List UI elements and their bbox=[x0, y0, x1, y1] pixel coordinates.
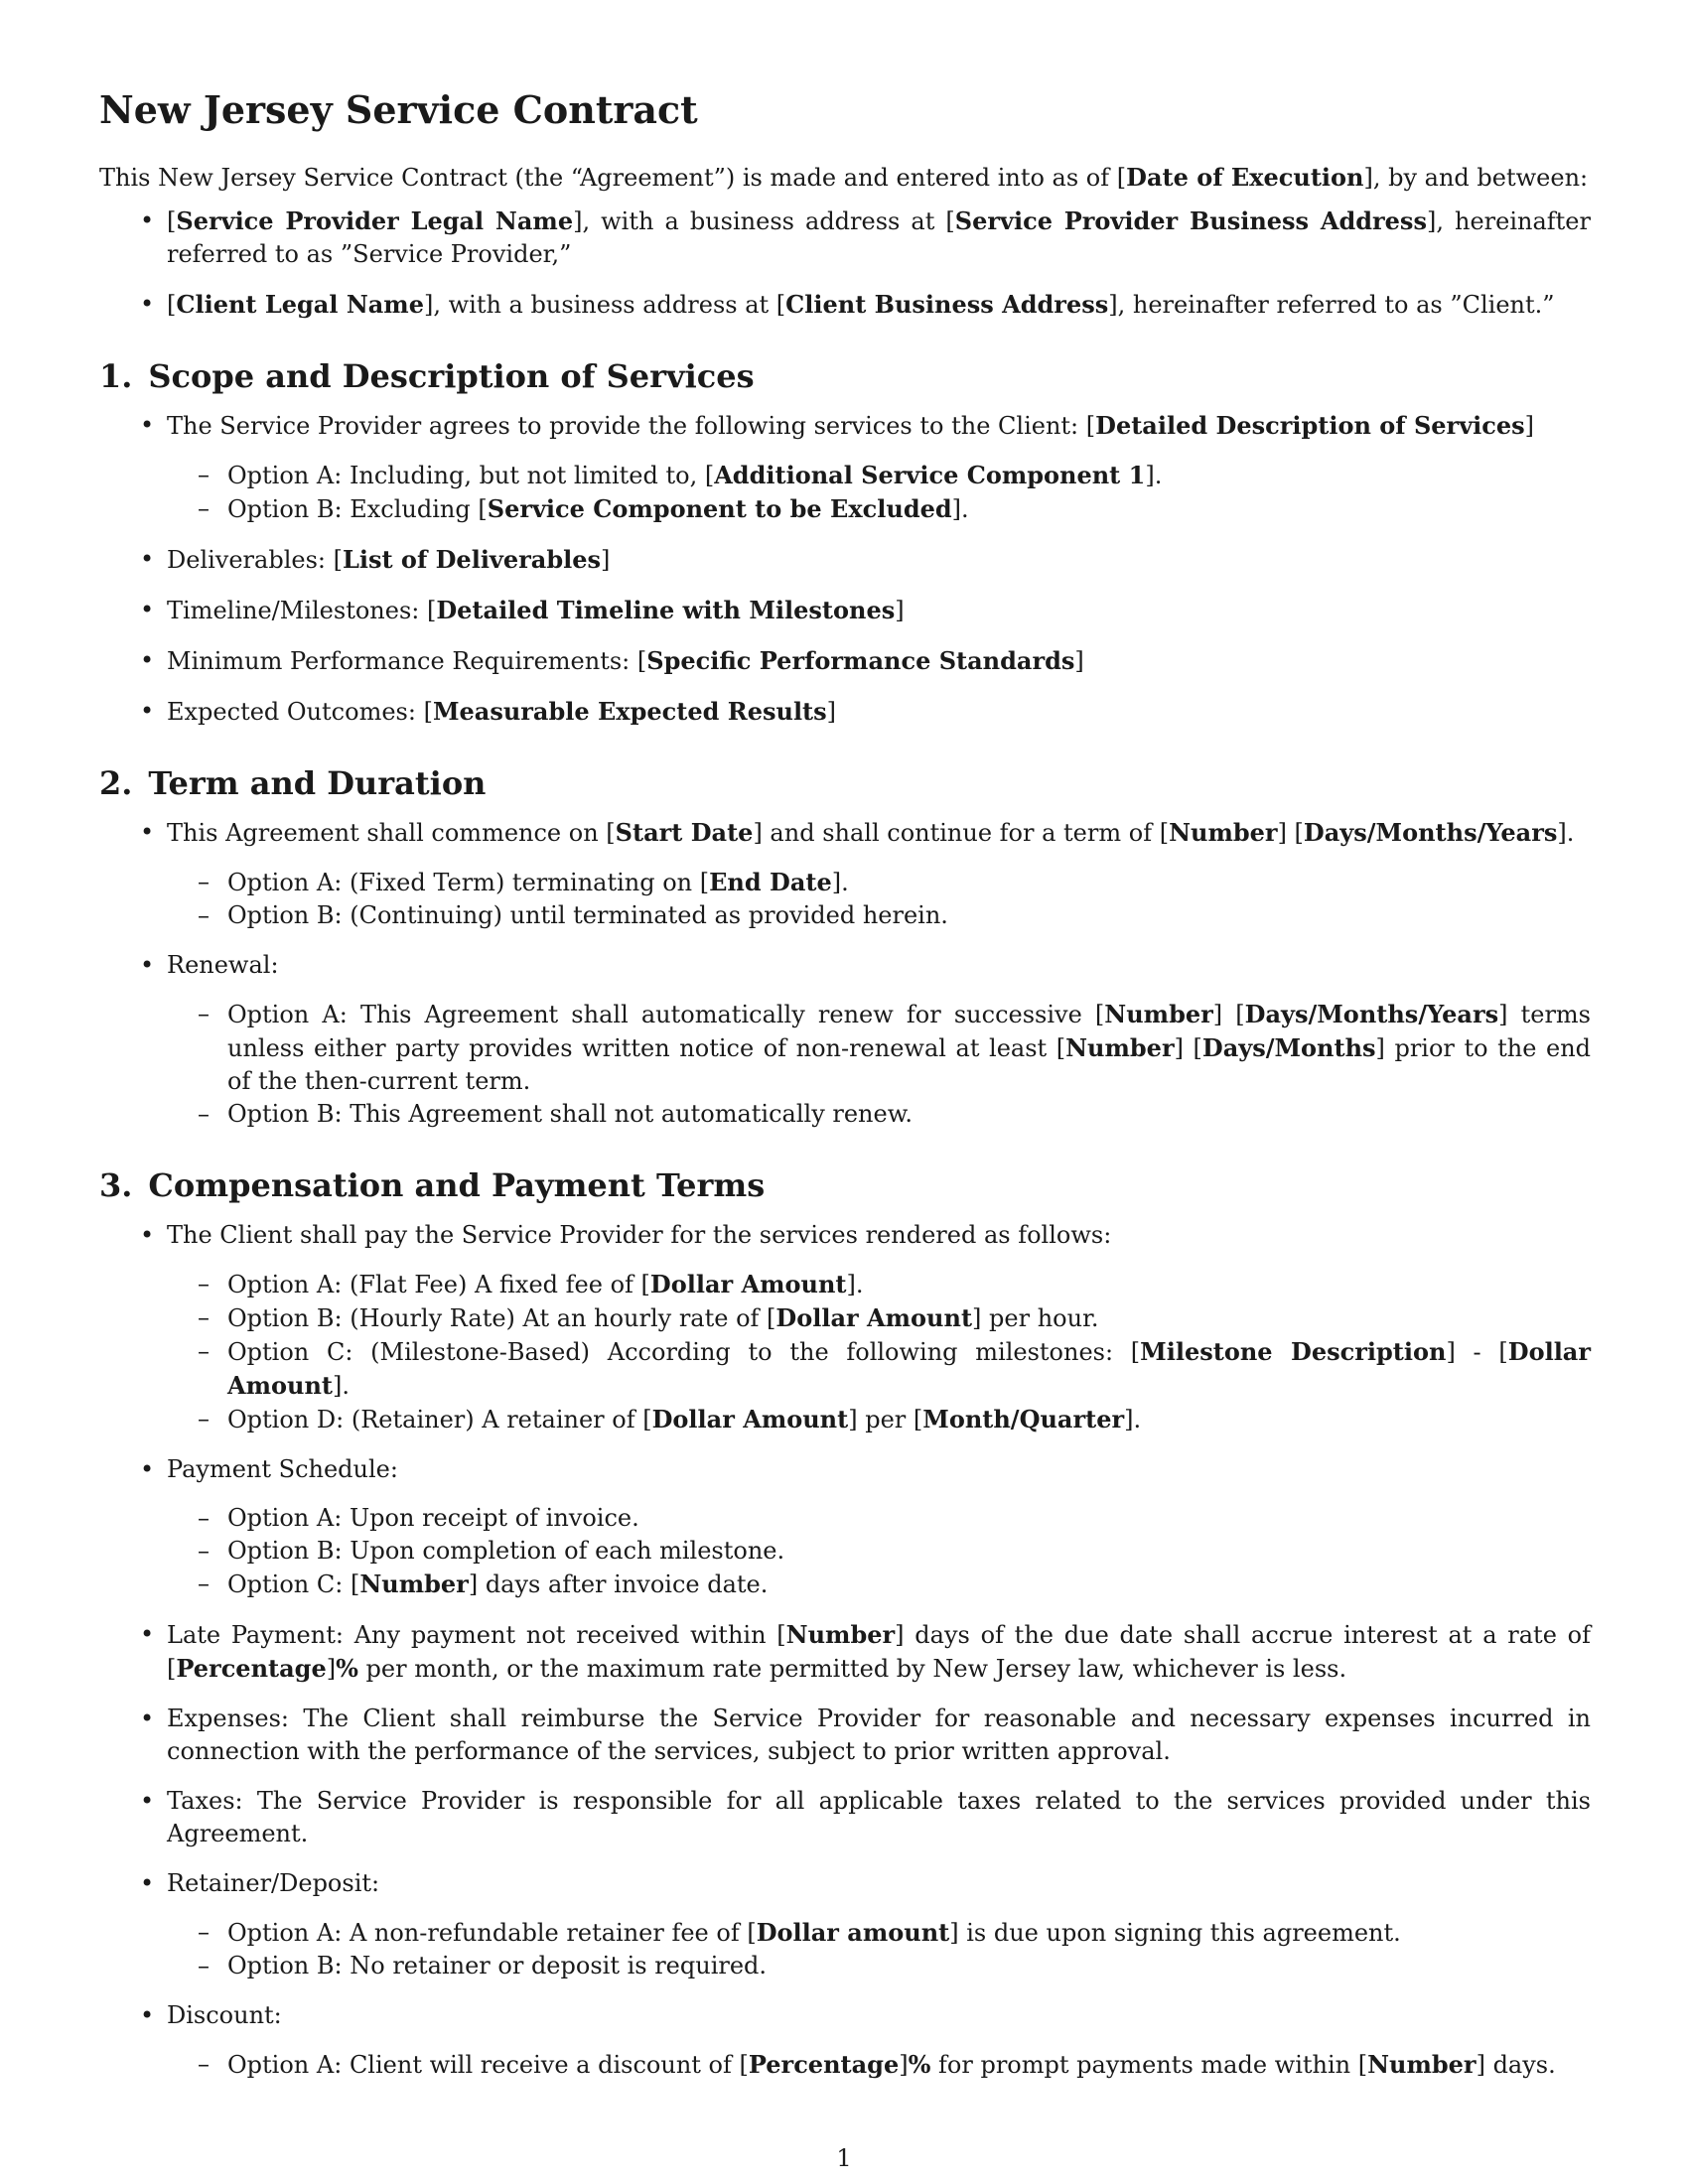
section-term-list bbox=[99, 816, 1591, 1131]
sub-item: – Option B: Excluding [Service Component to be Excluded]. bbox=[227, 492, 1591, 526]
intro-paragraph: This New Jersey Service Contract (the “Agreement”) is made and entered into as of [Date of Execution], by and between: bbox=[99, 162, 1589, 192]
list-item: • Minimum Performance Requirements: [Specific Performance Standards] bbox=[167, 644, 1591, 678]
sub-list bbox=[167, 1502, 1591, 1601]
sub-list bbox=[167, 2048, 1591, 2082]
list-item: • The Client shall pay the Service Provider for the services rendered as follows: – Option A: (Flat Fee) A fixed fee of [Dollar Amount]. – Option B: (Hourly Rate) At an hourly rate of [Dollar Amount] per hour. – Option C: (Milestone-Based) According to the following milestones: [Milestone Description] - [Dollar Amount]. – Option D: (Retainer) A retainer of [Dollar Amount] per [Month/Quarter]. bbox=[167, 1219, 1591, 1436]
sub-item: – Option B: No retainer or deposit is required. bbox=[227, 1950, 1591, 1982]
list-item: • Taxes: The Service Provider is responsible for all applicable taxes related to the services provided under this Agreement. bbox=[167, 1785, 1591, 1850]
list-item: • Expected Outcomes: [Measurable Expected Results] bbox=[167, 695, 1591, 729]
party-service-provider: • [Service Provider Legal Name], with a business address at [Service Provider Business Address], hereinafter referred to as ”Service Provider,” bbox=[167, 205, 1591, 271]
sub-item: – Option B: This Agreement shall not automatically renew. bbox=[227, 1098, 1591, 1131]
sub-item: – Option D: (Retainer) A retainer of [Dollar Amount] per [Month/Quarter]. bbox=[227, 1403, 1591, 1436]
list-item: • Timeline/Milestones: [Detailed Timeline with Milestones] bbox=[167, 594, 1591, 627]
party-client: • [Client Legal Name], with a business address at [Client Business Address], hereinafter referred to as ”Client.” bbox=[167, 288, 1591, 322]
section-heading-compensation: 3. Compensation and Payment Terms bbox=[99, 1166, 766, 1205]
list-item: • Renewal: – Option A: This Agreement shall automatically renew for successive [Number] [Days/Months/Years] terms unless either party provides written notice of non-renewal at least [Number] [Days/Months] prior to the end of the then-current term. – Option B: This Agreement shall not automatically renew. bbox=[167, 949, 1591, 1131]
sub-list bbox=[167, 1916, 1591, 1982]
sub-item: – Option B: (Continuing) until terminated as provided herein. bbox=[227, 899, 1591, 932]
section-heading-scope: 1. Scope and Description of Services bbox=[99, 356, 755, 395]
sub-list bbox=[167, 1268, 1591, 1436]
sub-item: – Option C: (Milestone-Based) According to the following milestones: [Milestone Description] - [Dollar Amount]. bbox=[227, 1335, 1591, 1403]
list-item: • The Service Provider agrees to provide the following services to the Client: [Detailed Description of Services] – Option A: Including, but not limited to, [Additional Service Component 1]. – Option B: Excluding [Service Component to be Excluded]. bbox=[167, 409, 1591, 526]
list-item: • Retainer/Deposit: – Option A: A non-refundable retainer fee of [Dollar amount] is due upon signing this agreement. – Option B: No retainer or deposit is required. bbox=[167, 1867, 1591, 1982]
sub-item: – Option B: Upon completion of each milestone. bbox=[227, 1535, 1591, 1568]
list-item: • Expenses: The Client shall reimburse the Service Provider for reasonable and necessary expenses incurred in connection with the performance of the services, subject to prior written approval. bbox=[167, 1703, 1591, 1768]
sub-item: – Option A: A non-refundable retainer fee of [Dollar amount] is due upon signing this agreement. bbox=[227, 1916, 1591, 1950]
list-item: • Late Payment: Any payment not received within [Number] days of the due date shall accrue interest at a rate of [Percentage]% per month, or the maximum rate permitted by New Jersey law, whichever is less. bbox=[167, 1618, 1591, 1686]
sub-item: – Option A: Client will receive a discount of [Percentage]% for prompt payments made within [Number] days. bbox=[227, 2048, 1591, 2082]
list-item: • Discount: – Option A: Client will receive a discount of [Percentage]% for prompt payments made within [Number] days. bbox=[167, 1999, 1591, 2082]
list-item: • Payment Schedule: – Option A: Upon receipt of invoice. – Option B: Upon completion of each milestone. – Option C: [Number] days after invoice date. bbox=[167, 1453, 1591, 1601]
section-scope-list bbox=[99, 409, 1591, 729]
sub-item: – Option A: (Flat Fee) A fixed fee of [Dollar Amount]. bbox=[227, 1268, 1591, 1301]
parties-list bbox=[99, 205, 1591, 322]
sub-item: – Option A: (Fixed Term) terminating on [End Date]. bbox=[227, 866, 1591, 899]
sub-list bbox=[167, 459, 1591, 526]
sub-item: – Option A: This Agreement shall automatically renew for successive [Number] [Days/Months/Years] terms unless either party provides written notice of non-renewal at least [Number] [Days/Months] prior to the end of the then-current term. bbox=[227, 998, 1591, 1098]
sub-item: – Option B: (Hourly Rate) At an hourly rate of [Dollar Amount] per hour. bbox=[227, 1301, 1591, 1335]
list-item: • Deliverables: [List of Deliverables] bbox=[167, 543, 1591, 577]
page-number: 1 bbox=[836, 2144, 852, 2172]
list-item: • This Agreement shall commence on [Start Date] and shall continue for a term of [Number] [Days/Months/Years]. – Option A: (Fixed Term) terminating on [End Date]. – Option B: (Continuing) until terminated as provided herein. bbox=[167, 816, 1591, 932]
sub-item: – Option A: Including, but not limited to, [Additional Service Component 1]. bbox=[227, 459, 1591, 492]
section-compensation-list bbox=[99, 1219, 1591, 2082]
sub-list bbox=[167, 866, 1591, 932]
document-title: New Jersey Service Contract bbox=[99, 87, 698, 132]
document-page bbox=[99, 87, 1591, 2099]
sub-item: – Option C: [Number] days after invoice date. bbox=[227, 1568, 1591, 1601]
section-heading-term: 2. Term and Duration bbox=[99, 763, 487, 802]
sub-list bbox=[167, 998, 1591, 1131]
sub-item: – Option A: Upon receipt of invoice. bbox=[227, 1502, 1591, 1535]
